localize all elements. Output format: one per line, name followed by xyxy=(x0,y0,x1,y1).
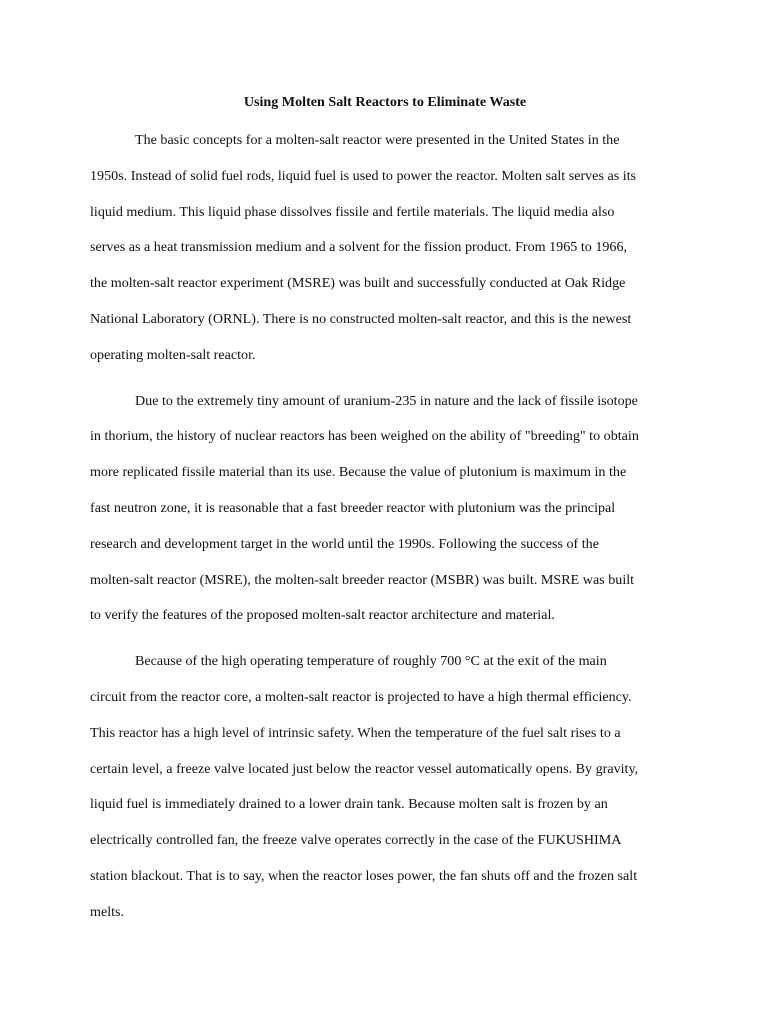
paragraph-1 xyxy=(90,123,680,374)
paragraph-line: This reactor has a high level of intrinsic safety. When the temperature of the fuel salt rises to a xyxy=(90,724,621,741)
paragraph-line: the molten-salt reactor experiment (MSRE) was built and successfully conducted at Oak Ridge xyxy=(90,275,626,292)
paragraph-line: in thorium, the history of nuclear reactors has been weighed on the ability of "breeding" to obtain xyxy=(90,428,639,445)
paragraph-line: research and development target in the world until the 1990s. Following the success of the xyxy=(90,535,599,552)
paragraph-line: electrically controlled fan, the freeze valve operates correctly in the case of the FUKUSHIMA xyxy=(90,832,622,849)
paragraph-2 xyxy=(90,384,680,635)
paragraph-line: more replicated fissile material than its use. Because the value of plutonium is maximum in the xyxy=(90,464,627,481)
paragraph-line: Because of the high operating temperature of roughly 700 °C at the exit of the main xyxy=(135,653,607,670)
paragraph-line: liquid medium. This liquid phase dissolves fissile and fertile materials. The liquid media also xyxy=(90,203,615,220)
paragraph-line: to verify the features of the proposed molten-salt reactor architecture and material. xyxy=(90,607,555,624)
paragraph-line: fast neutron zone, it is reasonable that a fast breeder reactor with plutonium was the principal xyxy=(90,499,616,516)
paragraph-3 xyxy=(90,644,680,930)
paragraph-line: 1950s. Instead of solid fuel rods, liquid fuel is used to power the reactor. Molten salt serves as its xyxy=(90,167,637,184)
paragraph-line: circuit from the reactor core, a molten-salt reactor is projected to have a high thermal efficiency. xyxy=(90,688,632,705)
paragraph-line: operating molten-salt reactor. xyxy=(90,346,256,363)
paragraph-line: molten-salt reactor (MSRE), the molten-salt breeder reactor (MSBR) was built. MSRE was built xyxy=(90,571,635,588)
paragraph-line: liquid fuel is immediately drained to a lower drain tank. Because molten salt is frozen by an xyxy=(90,796,608,813)
paragraph-line: certain level, a freeze valve located just below the reactor vessel automatically opens. By gravity, xyxy=(90,760,639,777)
document-body xyxy=(90,88,680,941)
paragraph-line: serves as a heat transmission medium and a solvent for the fission product. From 1965 to 1966, xyxy=(90,239,628,256)
paragraph-line: National Laboratory (ORNL). There is no constructed molten-salt reactor, and this is the newest xyxy=(90,310,632,327)
paragraph-line: The basic concepts for a molten-salt reactor were presented in the United States in the xyxy=(135,132,620,148)
document-title: Using Molten Salt Reactors to Eliminate Waste xyxy=(243,94,527,110)
paragraph-line: melts. xyxy=(90,903,125,920)
paragraph-line: station blackout. That is to say, when the reactor loses power, the fan shuts off and the frozen salt xyxy=(90,867,638,884)
paragraph-line: Due to the extremely tiny amount of uranium-235 in nature and the lack of fissile isotope xyxy=(135,392,638,409)
